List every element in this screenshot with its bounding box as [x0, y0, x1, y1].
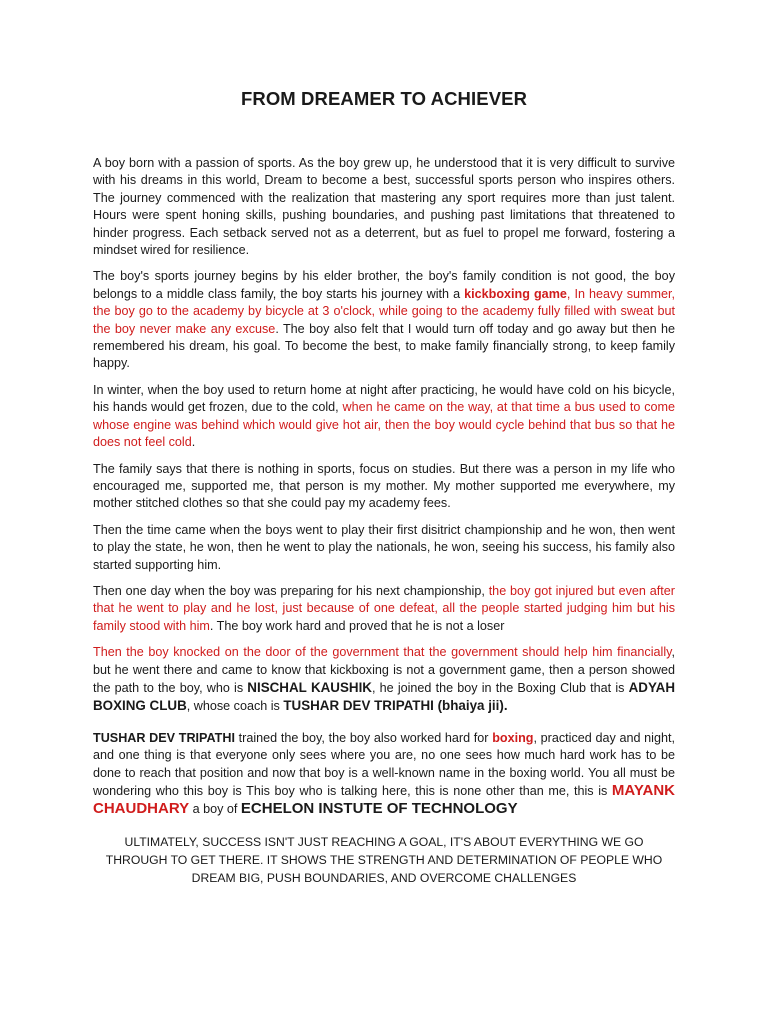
club-name: ADYAH BOXING CLUB: [93, 679, 675, 714]
paragraph-4: The family says that there is nothing in sports, focus on studies. But there was a person in my life who encouraged me, supported me, that person is my mother. My mother supported me everywhere, my mother stitched clothes so that she could pay my academy fees.: [93, 461, 675, 511]
paragraph-7-end: .: [503, 698, 508, 714]
name-nischal: NISCHAL KAUSHIK: [247, 679, 372, 695]
paragraph-3: [93, 382, 675, 452]
paragraph-8-text-3: a boy of: [189, 802, 241, 817]
paragraph-6: [93, 583, 675, 635]
paragraph-1: A boy born with a passion of sports. As the boy grew up, he understood that it is very difficult to survive with his dreams in this world, Dream to become a best, successful sports person who inspires others. The journey commenced with the realization that mastering any sport requires more than just talent. Hours were spent honing skills, pushing boundaries, and pushing past limitations that threatened to hinder progress. Each setback served not as a deterrent, but as fuel to propel me forward, fostering a mindset wired for resilience.: [93, 156, 675, 258]
paragraph-7: [93, 644, 675, 716]
paragraph-5: Then the time came when the boys went to play their first disitrict championship and he won, then went to play the state, he won, then he went to play the nationals, he won, seeing his success, his family also started supporting him.: [93, 522, 675, 572]
paragraph-7-text-2: , he joined the boy in the Boxing Club that is: [371, 680, 629, 695]
institute-name: ECHELON INSTUTE OF TECHNOLOGY: [240, 800, 518, 818]
paragraph-8: [93, 730, 675, 819]
paragraph-2: [93, 268, 675, 372]
highlight-boxing: boxing: [492, 730, 534, 745]
coach-name: TUSHAR DEV TRIPATHI (bhaiya jii): [283, 698, 504, 714]
highlight-kickboxing: kickboxing game: [464, 286, 567, 301]
closing-statement: ULTIMATELY, SUCCESS ISN'T JUST REACHING A GOAL, IT'S ABOUT EVERYTHING WE GO THROUGH TO GET THERE. IT SHOWS THE STRENGTH AND DETERMINATION OF PEOPLE WHO DREAM BIG, PUSH BOUNDARIES, AND OVERCOME CHALLENGES: [105, 834, 663, 885]
highlight-summer: , In heavy summer, the boy go to the academy by bicycle at 3 o'clock, while going to the academy fully filled with sweat but the boy never make any excuse: [93, 286, 675, 336]
paragraph-6-text: Then one day when the boy was preparing for his next championship,: [93, 583, 489, 598]
paragraph-6-end: . The boy work hard and proved that he is not a loser: [209, 618, 505, 633]
highlight-bus: when he came on the way, at that time a bus used to come whose engine was behind which would give hot air, then the boy would cycle behind that bus so that he does not feel cold: [93, 400, 675, 450]
coach-name-bold: TUSHAR DEV TRIPATHI: [93, 730, 235, 745]
paragraph-8-text: trained the boy, the boy also worked hard for: [234, 730, 493, 745]
paragraph-2-text-end: . The boy also felt that I would turn off today and go away but then he remembered his dream, his goal. To become the best, to make family financially strong, to keep family happy.: [93, 321, 675, 371]
paragraph-3-text: In winter, when the boy used to return home at night after practicing, he would have cold on his bicycle, his hands would get frozen, due to the cold,: [93, 382, 675, 415]
paragraph-3-end: .: [191, 435, 196, 450]
highlight-government: Then the boy knocked on the door of the government that the government should help him financially: [93, 645, 672, 660]
highlight-injury: the boy got injured but even after that he went to play and he lost, just because of one defeat, all the people started judging him but his family stood with him: [93, 583, 675, 633]
paragraph-2-text: The boy's sports journey begins by his elder brother, the boy's family condition is not good, the boy belongs to a middle class family, the boy starts his journey with a: [93, 269, 675, 301]
paragraph-7-text: , but he went there and came to know that kickboxing is not a government game, then a person showed the path to the boy, who is: [93, 645, 675, 695]
paragraph-8-text-2: , practiced day and night, and one thing is that everyone only sees where you are, no one sees how much hard work has to be done to reach that position and now that boy is a well-known name in the boxing world. You all must be wondering who this boy is This boy who is talking here, this is none other than me, this is: [93, 730, 675, 798]
page-title: FROM DREAMER TO ACHIEVER: [240, 88, 528, 109]
paragraph-7-text-3: , whose coach is: [186, 699, 284, 714]
author-name: MAYANK CHAUDHARY: [93, 782, 675, 818]
